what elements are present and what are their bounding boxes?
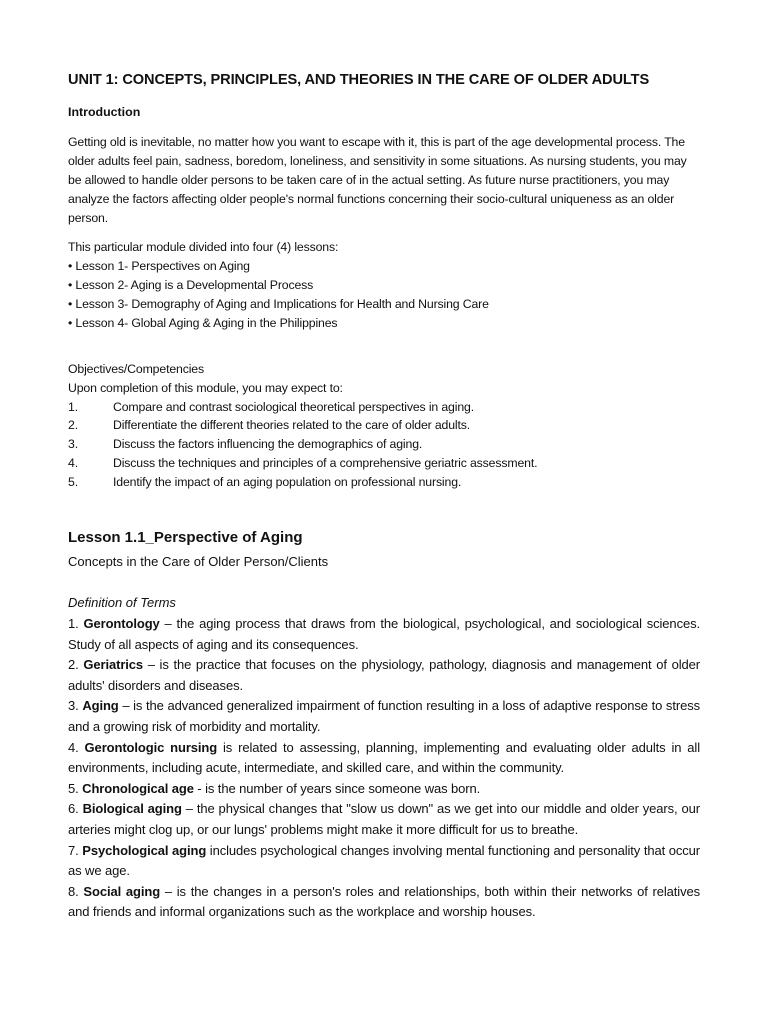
list-item: • Lesson 3- Demography of Aging and Implications for Health and Nursing Care <box>68 297 489 311</box>
objective-item <box>68 473 537 492</box>
definition-number: 6. <box>68 801 83 817</box>
objectives-heading: Objectives/Competencies <box>68 362 204 376</box>
definition-term: Geriatrics <box>83 657 144 673</box>
definition-text: includes psychological changes involving mental functioning and personality that occur as we age. <box>68 842 701 879</box>
definition-text: – is the practice that focuses on the physiology, pathology, diagnosis and management of older adults' disorders and diseases. <box>68 657 701 693</box>
objective-number: 4. <box>68 455 78 470</box>
unit-title: UNIT 1: CONCEPTS, PRINCIPLES, AND THEORIES IN THE CARE OF OLDER ADULTS <box>68 72 650 88</box>
introduction-heading: Introduction <box>68 105 141 119</box>
objectives-section <box>68 360 537 492</box>
definition-term: Gerontologic nursing <box>84 739 218 755</box>
definition-item <box>68 779 700 800</box>
definition-item <box>68 738 700 779</box>
lesson-subtitle: Concepts in the Care of Older Person/Clients <box>68 554 329 569</box>
definition-term: Gerontology <box>83 616 160 631</box>
definition-term: Chronological age <box>82 780 194 796</box>
definition-item <box>68 696 700 737</box>
objective-text: Discuss the factors influencing the demographics of aging. <box>113 437 423 452</box>
objective-number: 2. <box>68 418 78 433</box>
definition-number: 1. <box>68 616 84 631</box>
module-lead: This particular module divided into four (4) lessons: <box>68 240 339 254</box>
list-item: • Lesson 2- Aging is a Developmental Process <box>68 278 314 292</box>
objectives-lead: Upon completion of this module, you may expect to: <box>68 380 343 395</box>
objective-item <box>68 398 537 417</box>
definition-term: Biological aging <box>82 801 182 817</box>
objective-text: Discuss the techniques and principles of a comprehensive geriatric assessment. <box>113 455 538 470</box>
objective-text: Compare and contrast sociological theoretical perspectives in aging. <box>113 399 474 414</box>
definition-item <box>68 882 700 923</box>
objective-text: Identify the impact of an aging population on professional nursing. <box>113 474 462 489</box>
module-lessons <box>68 238 489 333</box>
definition-text: – the physical changes that "slow us down" as we get into our middle and older years, our arteries might clog up, or our lungs' problems might make it more difficult for us to breathe. <box>68 801 701 837</box>
definition-term: Aging <box>82 698 119 714</box>
introduction-paragraph: Getting old is inevitable, no matter how you want to escape with it, this is part of the age developmental process. The older adults feel pain, sadness, boredom, loneliness, and sensitivity in some situations. As nursing students, you may be allowed to handle older persons to be taken care of in the actual setting. As future nurse practitioners, you may analyze the factors affecting older people's normal functions concerning their socio-cultural uniqueness as an older person. <box>68 135 687 225</box>
objective-number: 5. <box>68 474 78 489</box>
list-item: • Lesson 4- Global Aging & Aging in the Philippines <box>68 316 338 330</box>
definition-text: - is the number of years since someone was born. <box>193 780 481 796</box>
definition-text: is related to assessing, planning, implementing and evaluating older adults in all environments, including acute, intermediate, and skilled care, and within the community. <box>68 739 700 776</box>
definition-item <box>68 799 700 840</box>
list-item: • Lesson 1- Perspectives on Aging <box>68 259 250 273</box>
definition-number: 7. <box>68 842 83 858</box>
definition-item <box>68 655 700 696</box>
definition-text: – is the changes in a person's roles and relationships, both within their networks of relatives and friends and informal organizations such as the workplace and worship houses. <box>68 883 700 920</box>
definition-text: – is the advanced generalized impairment of function resulting in a loss of adaptive response to stress and a growing risk of morbidity and mortality. <box>68 698 701 734</box>
definition-number: 2. <box>68 657 84 673</box>
definition-term: Social aging <box>83 883 161 899</box>
definition-number: 3. <box>68 698 83 714</box>
definition-text: – the aging process that draws from the biological, psychological, and sociological sciences. Study of all aspects of aging and its consequences. <box>68 616 701 652</box>
lesson-title: Lesson 1.1_Perspective of Aging <box>68 529 303 546</box>
objective-item <box>68 454 537 473</box>
objective-number: 3. <box>68 437 78 452</box>
definition-number: 4. <box>68 739 85 755</box>
definition-term: Psychological aging <box>82 842 207 858</box>
definitions-list <box>68 614 700 923</box>
objective-number: 1. <box>68 399 78 414</box>
definitions-heading: Definition of Terms <box>68 595 176 610</box>
objective-text: Differentiate the different theories related to the care of older adults. <box>113 418 471 433</box>
objective-item <box>68 435 537 454</box>
objective-item <box>68 416 537 435</box>
definition-number: 5. <box>68 780 83 796</box>
definition-item <box>68 614 700 655</box>
definition-number: 8. <box>68 883 84 899</box>
definition-item <box>68 841 700 882</box>
